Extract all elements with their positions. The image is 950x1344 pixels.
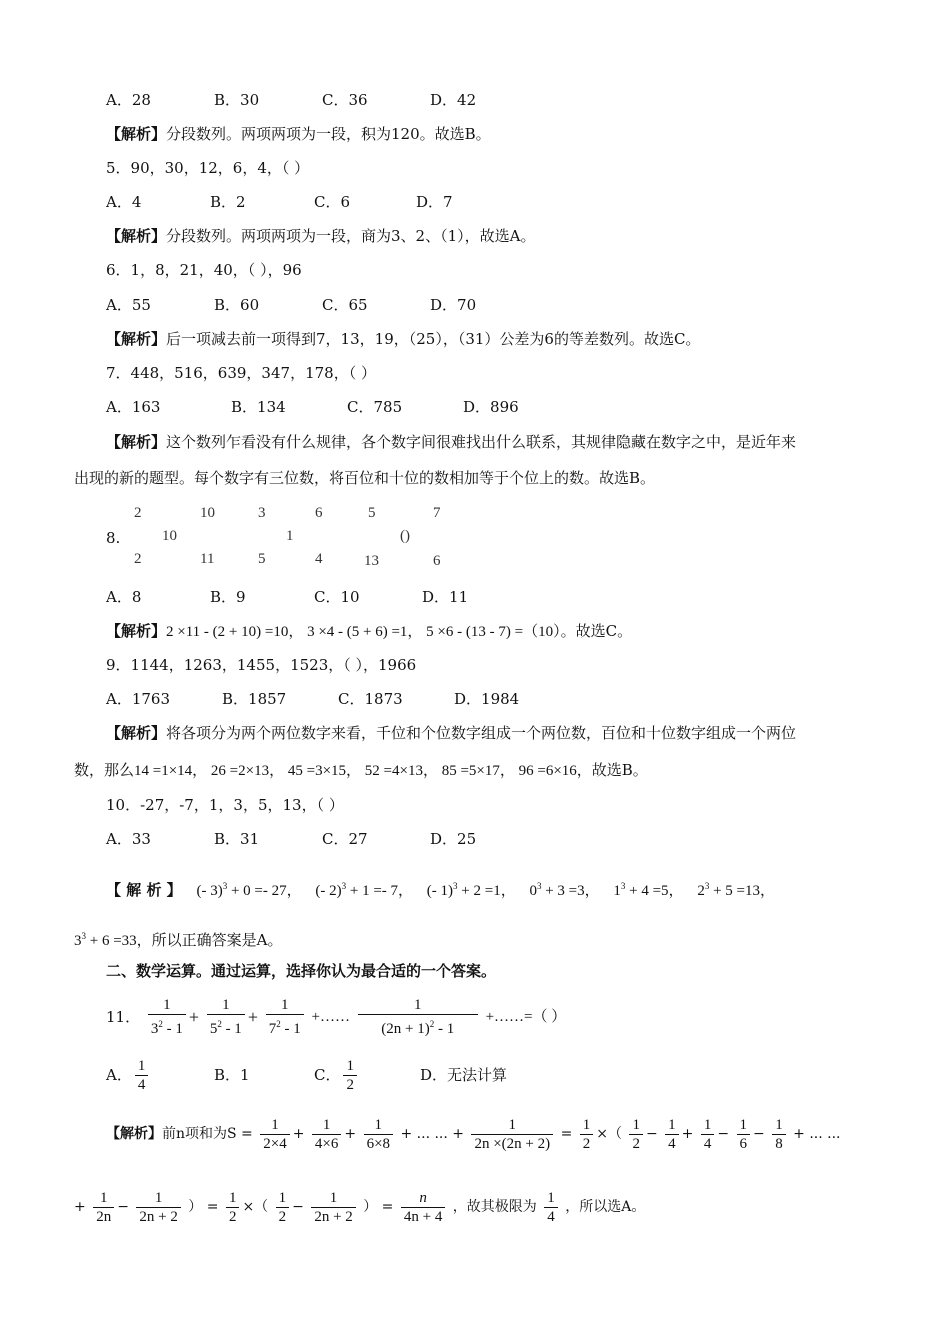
- q8-option-d: D．11: [422, 588, 469, 606]
- analysis-math: $3^3 + 6 =33$: [74, 931, 137, 949]
- q11-option-a: A． $\frac{1}{4}$: [106, 1052, 151, 1096]
- q7-option-d: D．896: [463, 398, 519, 416]
- q7-option-a: A．163: [106, 398, 161, 416]
- q8-bottom-1: 2: [134, 551, 142, 567]
- q6-option-c: C．65: [322, 296, 368, 314]
- q6-stem: 6．1，8，21，40，（ ），96: [106, 261, 302, 279]
- section-heading: 二、数学运算。通过运算，选择你认为最合适的一个答案。: [106, 962, 497, 980]
- q4-option-d: D．42: [430, 91, 477, 109]
- q8-mid-1: 10: [162, 528, 177, 544]
- q9-option-b: B．1857: [222, 690, 287, 708]
- q8-option-b: B．9: [210, 588, 246, 606]
- q9-analysis-line1: [106, 723, 796, 743]
- q8-top-3: 3: [258, 505, 266, 521]
- analysis-text: 。故选C。: [560, 622, 633, 640]
- q6-analysis: [106, 329, 700, 349]
- q8-mid-2: 1: [286, 528, 294, 544]
- q8-bottom-3: 5: [258, 551, 266, 567]
- q9-option-c: C．1873: [338, 690, 403, 708]
- analysis-math: 14 =1×14， 26 =2×13， 45 =3×15， 52 =4×13， 85 =5×17， 96 =6×16: [134, 763, 577, 779]
- q11-option-b: B．1: [214, 1066, 250, 1084]
- q11-stem: 11． $\frac{1}{3^2 - 1}$ + $\frac{1}{5^2 - 1}$ + $\frac{1}{7^2 - 1}$ +…… $\frac{1}{(2n + 1)^2 - 1}$ +……=（ ）: [106, 997, 567, 1037]
- q8-mid-3: (): [400, 528, 410, 544]
- fraction: $\frac{1}{5^2 - 1}$: [207, 996, 245, 1038]
- q10-option-a: A．33: [106, 830, 151, 848]
- analysis-text: 分段数列。两项两项为一段，商为3、2、（1），故选A。: [166, 227, 536, 245]
- q8-bottom-2: 11: [200, 551, 215, 567]
- q7-analysis-line2: 出现的新的题型。每个数字有三位数，将百位和十位的数相加等于个位上的数。故选B。: [74, 469, 656, 487]
- q8-top-2: 10: [200, 505, 215, 521]
- analysis-text: 这个数列乍看没有什么规律，各个数字间很难找出什么联系，其规律隐藏在数字之中，是近年来: [166, 433, 797, 451]
- q10-analysis-line2: [74, 926, 283, 951]
- q5-option-a: A．4: [106, 193, 142, 211]
- fraction: $\frac{1}{7^2 - 1}$: [266, 996, 304, 1038]
- q4-option-c: C．36: [322, 91, 368, 109]
- analysis-text: ，所以正确答案是A。: [136, 931, 283, 949]
- q6-option-d: D．70: [430, 296, 477, 314]
- analysis-tag: 【解析】: [106, 433, 167, 451]
- q6-option-b: B．60: [214, 296, 260, 314]
- q7-option-c: C．785: [347, 398, 403, 416]
- analysis-math: 2 ×11 - (2 + 10) =10， 3 ×4 - (5 + 6) =1， 5 ×6 - (13 - 7) =（10）: [166, 624, 561, 640]
- analysis-tag: 【解析】: [106, 724, 167, 742]
- q10-option-b: B．31: [214, 830, 260, 848]
- q8-top-4: 6: [315, 505, 323, 521]
- q8-top-6: 7: [433, 505, 441, 521]
- q8-bottom-4: 4: [315, 551, 323, 567]
- q11-option-d: D．无法计算: [420, 1066, 508, 1084]
- q10-analysis-line1: [106, 876, 775, 901]
- q10-option-d: D．25: [430, 830, 477, 848]
- analysis-text: 将各项分为两个两位数字来看，千位和个位数字组成一个两位数，百位和十位数字组成一个两位: [166, 724, 797, 742]
- q11-option-c: C． $\frac{1}{2}$: [314, 1052, 360, 1096]
- q5-option-d: D．7: [416, 193, 453, 211]
- q7-option-b: B．134: [231, 398, 286, 416]
- q5-option-c: C．6: [314, 193, 351, 211]
- q8-analysis: [106, 621, 632, 642]
- q5-analysis: [106, 226, 535, 246]
- analysis-math: (- 3)$^3$ + 0 =- 27， (- 2)$^3$ + 1 =- 7， (- 1)$^3$ + 2 =1， $0^3 + 3 =3$， $1^3 + 4 =5$， $2^3 + 5 =13$，: [196, 881, 775, 899]
- q8-option-c: C．10: [314, 588, 360, 606]
- q9-stem: 9．1144，1263，1455，1523，（ ），1966: [106, 656, 417, 674]
- q5-option-b: B．2: [210, 193, 246, 211]
- analysis-tag: 【解析】: [106, 227, 167, 245]
- q8-bottom-5: 13: [364, 553, 379, 569]
- q9-option-d: D．1984: [454, 690, 520, 708]
- q8-top-5: 5: [368, 505, 376, 521]
- q7-analysis-line1: [106, 432, 796, 452]
- q8-label: 8.: [106, 529, 121, 547]
- q8-option-a: A．8: [106, 588, 142, 606]
- q11-analysis-line2: + $\frac{1}{2n}$ − $\frac{1}{2n + 2}$ ） = $\frac{1}{2}$ ×（ $\frac{1}{2}$ − $\frac{1}{2n + 2}$ ） = $\frac{n}{4n + 4}$ ，故其极限为 $\frac{1}{4}$ ，所以选A。: [74, 1189, 646, 1225]
- q4-option-b: B．30: [214, 91, 260, 109]
- q7-stem: 7．448，516，639，347，178，（ ）: [106, 364, 376, 382]
- q9-option-a: A．1763: [106, 690, 171, 708]
- q6-option-a: A．55: [106, 296, 151, 314]
- q10-option-c: C．27: [322, 830, 368, 848]
- analysis-text: 分段数列。两项两项为一段，积为120。故选B。: [166, 125, 491, 143]
- analysis-tag: 【 解 析 】: [106, 881, 182, 899]
- q8-bottom-6: 6: [433, 553, 441, 569]
- q4-option-a: A．28: [106, 91, 151, 109]
- analysis-text: 数，那么: [74, 761, 135, 779]
- q11-analysis-line1: 【解析】前n项和为S = $\frac{1}{2\times 4}$ + $\frac{1}{4\times 6}$ + $\frac{1}{6\times 8}$ + ... ... + $\frac{1}{2n \times(2n + 2)}$ = $\frac{1}{2}$ ×（ $\frac{1}{2}$ − $\frac{1}{4}$ + $\frac{1}{4}$ − $\frac{1}{6}$ − $\frac{1}{8}$ + ... ...: [106, 1116, 841, 1152]
- q9-analysis-line2: [74, 760, 648, 781]
- analysis-tag: 【解析】: [106, 1126, 162, 1142]
- q8-top-1: 2: [134, 505, 142, 521]
- q5-stem: 5．90，30，12，6，4，（ ）: [106, 159, 310, 177]
- analysis-text: ，故选B。: [576, 761, 648, 779]
- q10-stem: 10．-27，-7，1，3，5，13，（ ）: [106, 796, 344, 814]
- analysis-text: 后一项减去前一项得到7，13，19，（25），（31）公差为6的等差数列。故选C。: [166, 330, 701, 348]
- q4-analysis: [106, 124, 491, 144]
- fraction: $\frac{1}{(2n + 1)^2 - 1}$: [358, 996, 478, 1038]
- fraction: $\frac{1}{3^2 - 1}$: [148, 996, 186, 1038]
- analysis-tag: 【解析】: [106, 622, 167, 640]
- analysis-tag: 【解析】: [106, 125, 167, 143]
- analysis-tag: 【解析】: [106, 330, 167, 348]
